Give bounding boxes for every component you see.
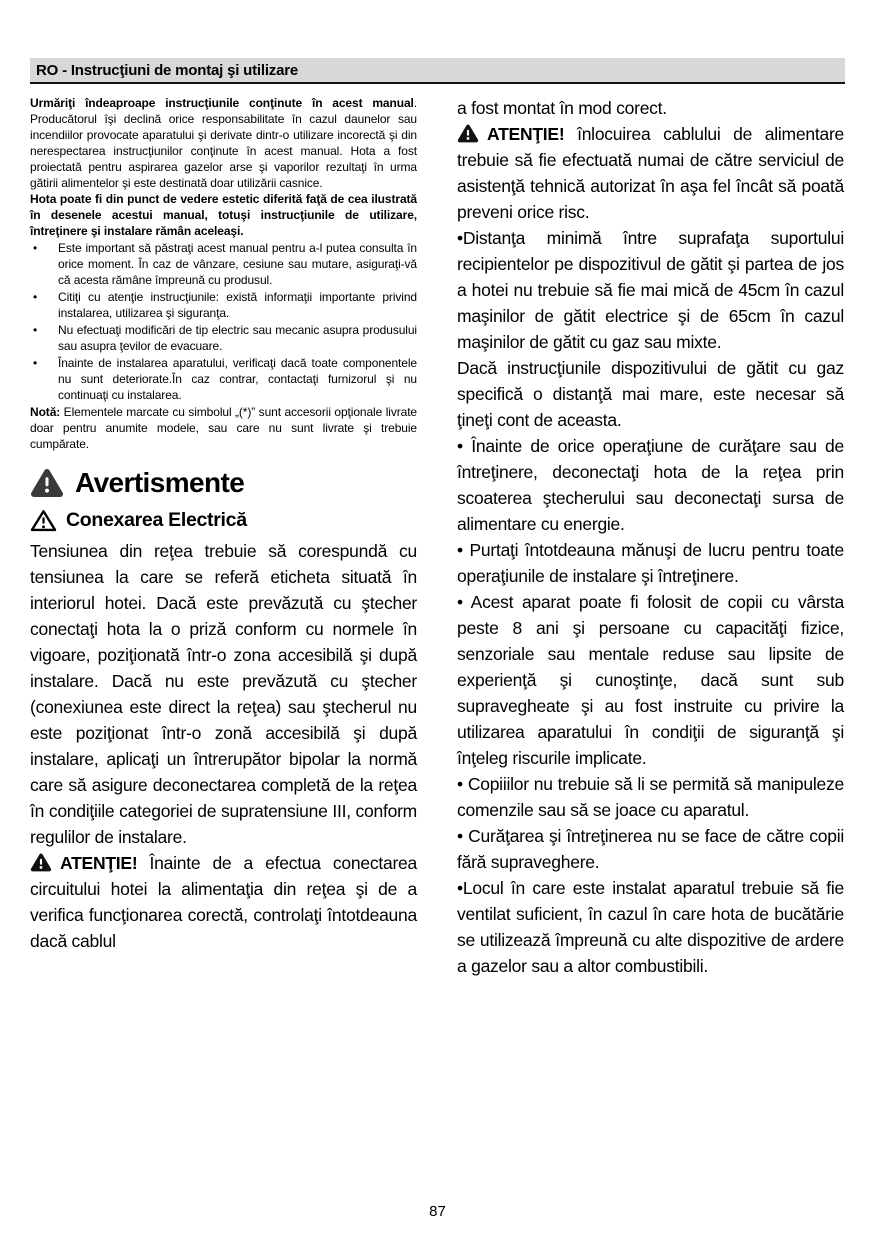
warnings-heading-label: Avertismente — [75, 467, 245, 498]
attention-label: ATENŢIE! — [60, 853, 138, 873]
page-footer — [0, 1203, 875, 1220]
two-column-body — [0, 84, 875, 979]
electrical-connection-heading-label: Conexarea Electrică — [66, 508, 247, 531]
instructions-bullet-list — [30, 240, 417, 403]
safety-paragraph: • Acest aparat poate fi folosit de copii cu vârsta peste 8 ani şi persoane cu capacităţi fizice, senzoriale sau mentale reduse sau lipsite de experienţă şi cunoştinţe, dacă sunt sub supravegheate şi au fost instruite cu privire la utilizarea aparatului în condiţii de siguranţă şi înţeleg riscurile implicate. — [457, 592, 844, 768]
attention-paragraph-left — [30, 850, 417, 954]
intro-bold-text: Urmăriţi îndeaproape instrucţiunile conţinute în acest manual — [30, 96, 414, 110]
intro-rest-text: . Producătorul îşi declină orice responsabilitate în cazul daunelor sau incendiilor provocate aparatului şi derivate dintr-o utilizare incorectă şi din nerespectarea instrucţiunilor conţinute în acest manual. Hota a fost proiectată pentru aspirarea gazelor arse şi vaporilor rezultaţi în urma gătirii alimentelor şi este destinată doar utilizării casnice. — [30, 96, 417, 190]
attention-text: Înainte de a efectua conectarea circuitului hotei la alimentaţia din reţea şi de a verifica funcţionarea corectă, controlaţi întotdeauna dacă cablul — [30, 853, 417, 951]
electrical-body-paragraph: Tensiunea din reţea trebuie să corespundă cu tensiunea la care se referă eticheta situată în interiorul hotei. Dacă este prevăzută cu ştecher conectaţi hota la o priză conform cu normele în vigoare, poziţionată într-o zona accesibilă şi după instalare. Dacă nu este prevăzută cu ştecher (conexiunea este direct la reţea) sau ştecherul nu este poziţionat într-o zonă accesibilă şi după instalare, aplicaţi un întrerupător bipolar la normă care să asigure deconectarea completă de la reţea în condiţiile categoriei de supratensiune III, conform regulilor de instalare. — [30, 541, 417, 847]
page-title: RO - Instrucţiuni de montaj şi utilizare — [36, 62, 299, 79]
warning-triangle-outline-icon — [30, 508, 57, 532]
safety-paragraph: • Înainte de orice operaţiune de curăţare sau de întreţinere, deconectaţi hota de la reţea prin scoaterea ştecherului sau deconectaţi sursa de alimentare cu energie. — [457, 436, 844, 534]
safety-paragraph: • Purtaţi întotdeauna mănuşi de lucru pentru toate operaţiunile de instalare şi întreţinere. — [457, 540, 844, 586]
warning-triangle-inline-icon — [30, 853, 52, 872]
list-item — [30, 322, 417, 354]
electrical-connection-heading — [30, 508, 417, 532]
bullet-marker: • — [33, 323, 38, 337]
nota-label: Notă: — [30, 405, 61, 419]
list-item-text: Nu efectuaţi modificări de tip electric sau mecanic asupra produsului sau asupra ţevilor de evacuare. — [58, 323, 417, 353]
attention-text: înlocuirea cablului de alimentare trebuie să fie efectuată numai de către serviciul de asistenţă tehnică autorizat în aşa fel încât să poată preveni orice risc. — [457, 124, 844, 222]
attention-label: ATENŢIE! — [487, 124, 565, 144]
nota-paragraph — [30, 404, 417, 452]
list-item-text: Este important să păstraţi acest manual pentru a-l putea consulta în orice moment. În caz de vânzare, cesiune sau mutare, asiguraţi-vă că acesta rămâne împreună cu produsul. — [58, 241, 417, 287]
list-item — [30, 240, 417, 288]
safety-paragraph: •Distanţa minimă între suprafaţa suportului recipientelor pe dispozitivul de gătit şi partea de jos a hotei nu trebuie să fie mai mică de 45cm în cazul maşinilor de gătit electrice şi de 65cm în cazul maşinilor de gătit cu gaz sau mixte. — [457, 228, 844, 352]
cable-continued-paragraph: a fost montat în mod corect. — [457, 98, 667, 118]
warning-triangle-inline-icon — [457, 124, 479, 143]
intro-paragraph — [30, 95, 417, 191]
warning-triangle-filled-icon — [30, 468, 64, 498]
safety-paragraph: • Copiiilor nu trebuie să li se permită să manipuleze comenzile sau să se joace cu aparatul. — [457, 774, 844, 820]
warnings-heading — [30, 467, 417, 499]
safety-paragraph: •Locul în care este instalat aparatul trebuie să fie ventilat suficient, în cazul în care hota de bucătărie se utilizează împreună cu alte dispozitive de ardere a gazelor sau a altor combustibili. — [457, 878, 844, 976]
left-column — [30, 95, 417, 979]
bullet-marker: • — [33, 241, 38, 255]
page-number: 87 — [429, 1203, 446, 1220]
bullet-marker: • — [33, 356, 38, 370]
safety-paragraph: Dacă instrucţiunile dispozitivului de gătit cu gaz specifică o distanţă mai mare, este necesar să ţineţi cont de aceasta. — [457, 358, 844, 430]
safety-paragraph: • Curăţarea şi întreţinerea nu se face de către copii fără supraveghere. — [457, 826, 844, 872]
list-item — [30, 289, 417, 321]
right-column — [457, 95, 844, 979]
page-header — [30, 58, 845, 84]
list-item-text: Înainte de instalarea aparatului, verificaţi dacă toate componentele nu sunt deteriorate.În caz contrar, contactaţi furnizorul şi nu continuaţi cu instalarea. — [58, 356, 417, 402]
list-item-text: Citiţi cu atenţie instrucţiunile: există informaţii importante privind instalarea, utilizarea şi siguranţa. — [58, 290, 417, 320]
nota-text: Elementele marcate cu simbolul „(*)” sunt accesorii opţionale livrate doar pentru anumite modele, sau care nu sunt livrate şi trebuie cumpărate. — [30, 405, 417, 451]
attention-paragraph-right — [457, 121, 844, 225]
list-item — [30, 355, 417, 403]
appearance-note-paragraph: Hota poate fi din punct de vedere estetic diferită faţă de cea ilustrată în desenele acestui manual, totuşi instrucţiunile de utilizare, întreţinere şi instalare rămân aceleaşi. — [30, 192, 417, 238]
bullet-marker: • — [33, 290, 38, 304]
